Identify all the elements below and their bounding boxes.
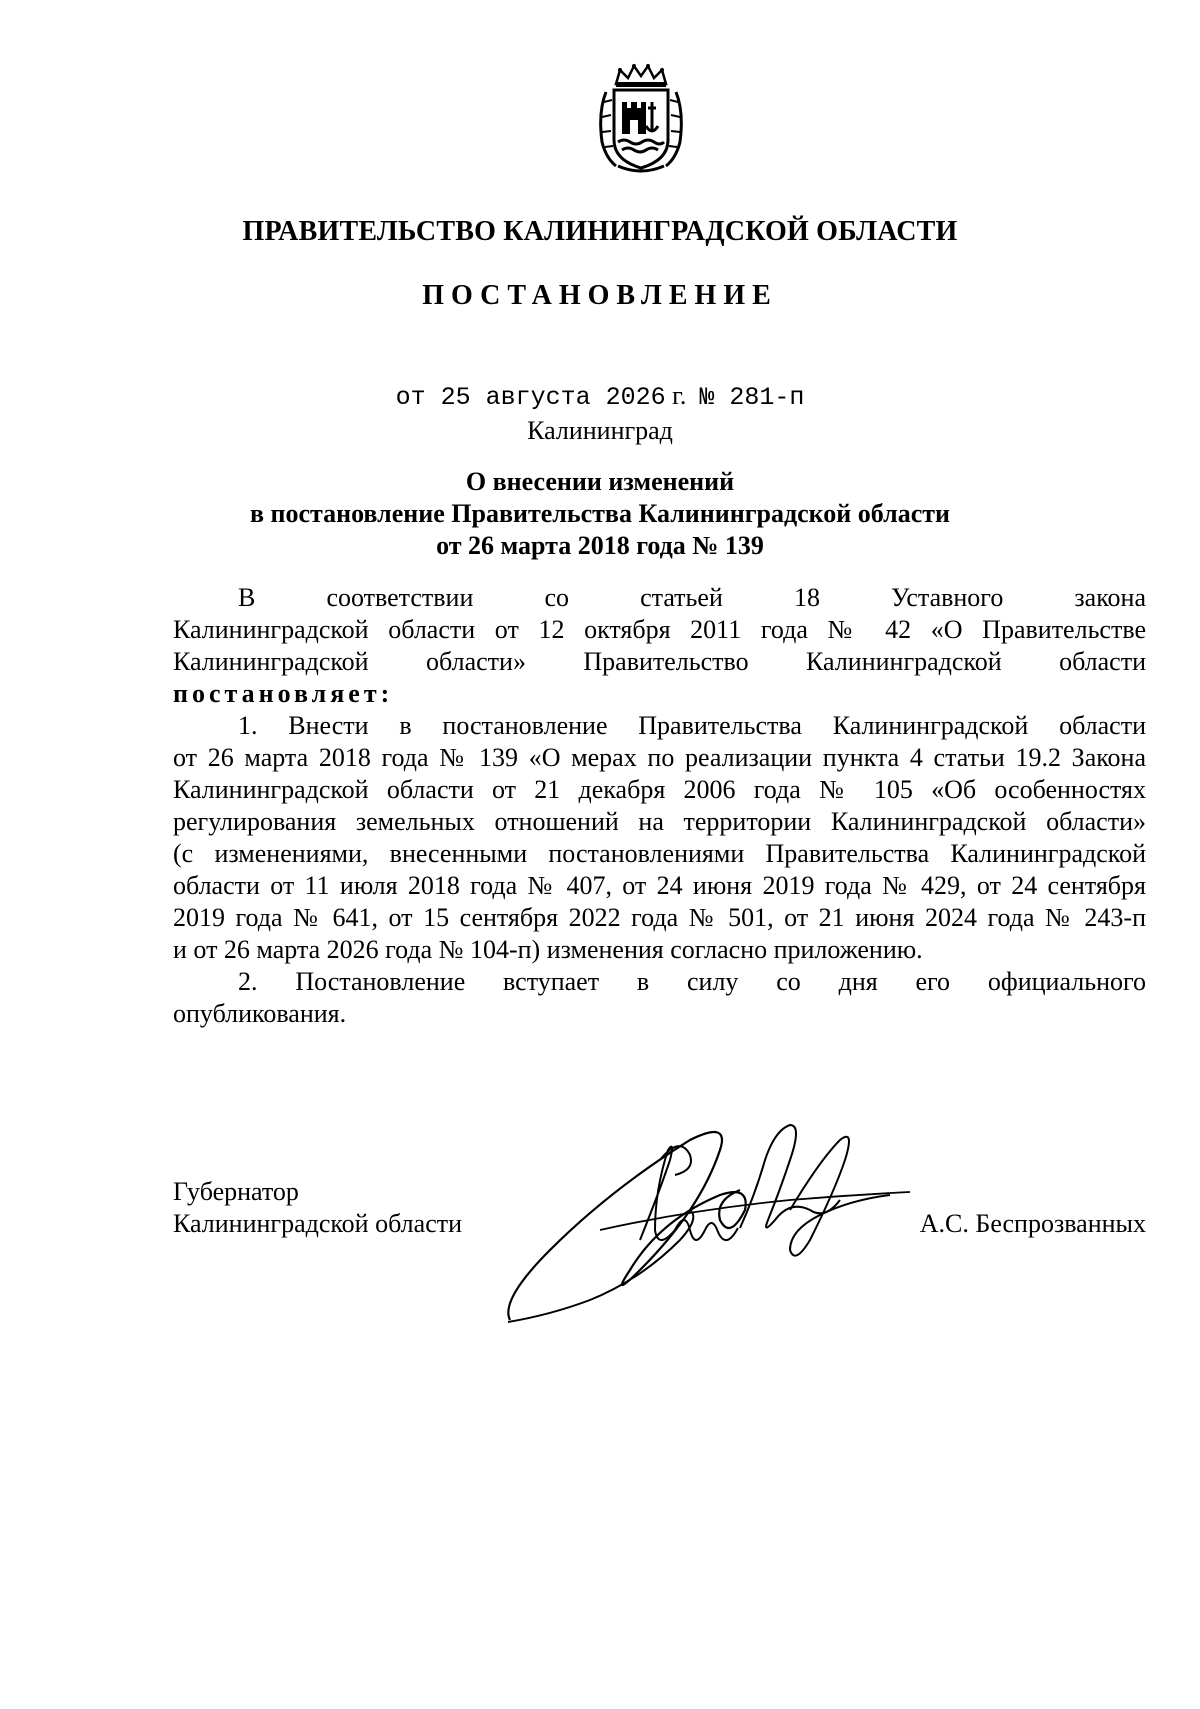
item1-line: 2019 года № 641, от 15 сентября 2022 года № 501, от 21 июня 2024 года № 243-п xyxy=(173,903,1146,932)
document-type-heading: ПОСТАНОВЛЕНИЕ xyxy=(422,280,778,311)
document-number: № 281-п xyxy=(699,383,805,412)
document-date: от 25 августа 2026 xyxy=(395,383,666,412)
item1-line: 1. Внести в постановление Правительства Калининградской области xyxy=(238,711,1146,740)
coat-of-arms-emblem xyxy=(594,62,688,174)
document-date-number xyxy=(0,381,1200,412)
preamble-line: Калининградской области» Правительство Калининградской области xyxy=(173,647,1146,676)
preamble-line: Калининградской области от 12 октября 2011 года № 42 «О Правительстве xyxy=(173,615,1146,644)
resolves-word xyxy=(173,678,1146,710)
position-line-2: Калининградской области xyxy=(173,1209,463,1238)
item1-line: (с изменениями, внесенными постановлениями Правительства Калининградской xyxy=(173,839,1146,868)
document-title xyxy=(0,466,1200,562)
item1-line: и от 26 марта 2026 года № 104-п) изменения согласно приложению. xyxy=(173,935,923,964)
item1-line: регулирования земельных отношений на территории Калининградской области» xyxy=(173,807,1146,836)
resolves-label: постановляет: xyxy=(173,679,394,708)
item1-line: от 26 марта 2018 года № 139 «О мерах по реализации пункта 4 статьи 19.2 Закона xyxy=(173,743,1146,772)
item2-line: опубликования. xyxy=(173,999,347,1028)
item1-line: Калининградской области от 21 декабря 2006 года № 105 «Об особенностях xyxy=(173,775,1146,804)
signatory-position xyxy=(173,1176,462,1240)
date-year-suffix: г. xyxy=(672,381,687,410)
title-line-3: от 26 марта 2018 года № 139 xyxy=(436,531,764,560)
document-city: Калининград xyxy=(527,416,673,445)
preamble-line: В соответствии со статьей 18 Уставного закона xyxy=(238,583,1146,612)
handwritten-signature xyxy=(490,1100,940,1330)
organization-title: ПРАВИТЕЛЬСТВО КАЛИНИНГРАДСКОЙ ОБЛАСТИ xyxy=(242,216,958,247)
position-line-1: Губернатор xyxy=(173,1177,299,1206)
item2-line: 2. Постановление вступает в силу со дня его официального xyxy=(238,967,1146,996)
title-line-2: в постановление Правительства Калининградской области xyxy=(249,499,951,528)
title-line-1: О внесении изменений xyxy=(465,467,735,496)
item1-line: области от 11 июля 2018 года № 407, от 24 июня 2019 года № 429, от 24 сентября xyxy=(173,871,1146,900)
signatory-name: А.С. Беспрозванных xyxy=(919,1209,1146,1238)
